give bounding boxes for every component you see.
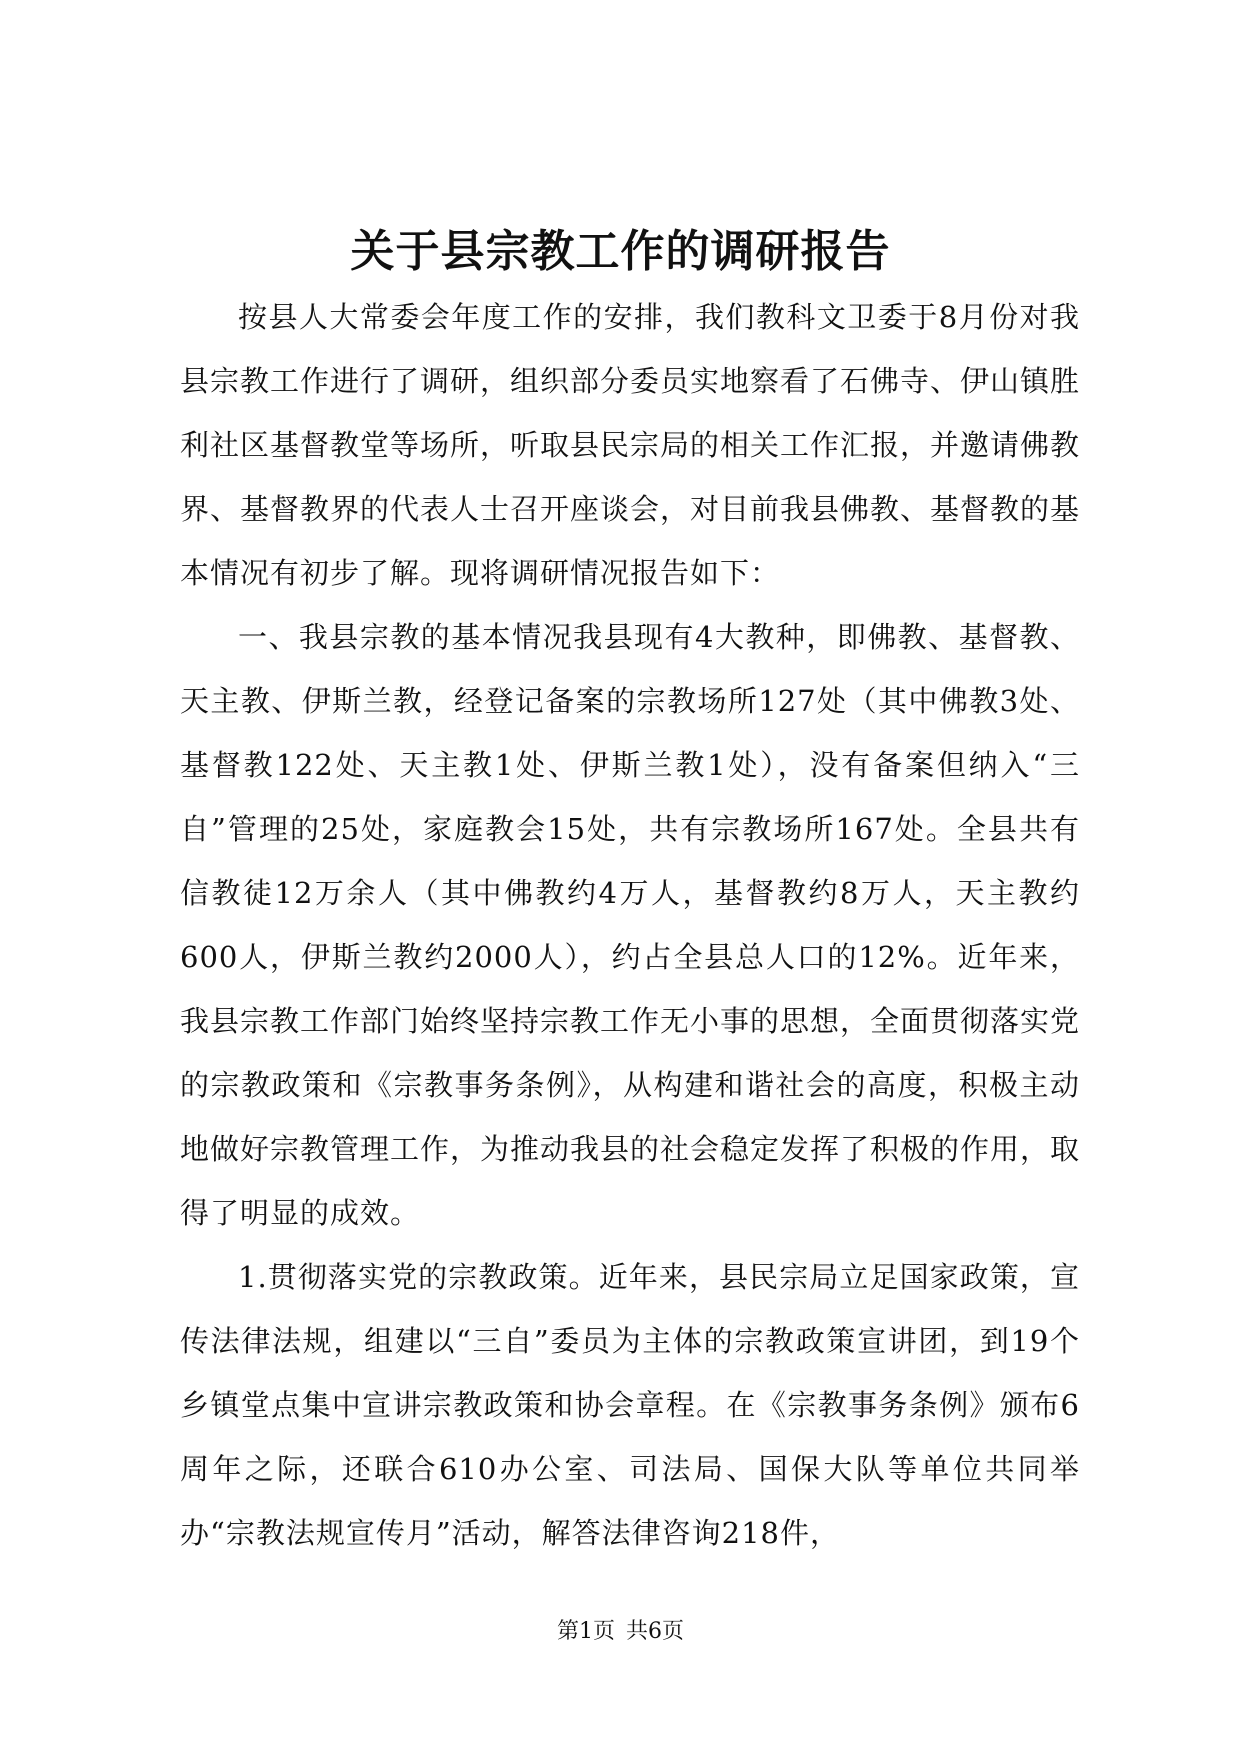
page-footer bbox=[0, 1617, 1241, 1647]
document-title: 关于县宗教工作的调研报告 bbox=[350, 226, 891, 277]
page-total: 共6页 bbox=[626, 1619, 684, 1644]
document-body bbox=[180, 285, 1080, 1565]
page-number: 第1页 bbox=[557, 1619, 615, 1644]
paragraph-basic-situation: 一、我县宗教的基本情况我县现有4大教种，即佛教、基督教、天主教、伊斯兰教，经登记备案的宗教场所127处（其中佛教3处、基督教122处、天主教1处、伊斯兰教1处），没有备案但纳入“三自”管理的25处，家庭教会15处，共有宗教场所167处。全县共有信教徒12万余人（其中佛教约4万人，基督教约8万人，天主教约600人，伊斯兰教约2000人），约占全县总人口的12%。近年来，我县宗教工作部门始终坚持宗教工作无小事的思想，全面贯彻落实党的宗教政策和《宗教事务条例》，从构建和谐社会的高度，积极主动地做好宗教管理工作，为推动我县的社会稳定发挥了积极的作用，取得了明显的成效。 bbox=[180, 620, 1081, 1230]
paragraph-intro: 按县人大常委会年度工作的安排，我们教科文卫委于8月份对我县宗教工作进行了调研，组织部分委员实地察看了石佛寺、伊山镇胜利社区基督教堂等场所，听取县民宗局的相关工作汇报，并邀请佛教界、基督教界的代表人士召开座谈会，对目前我县佛教、基督教的基本情况有初步了解。现将调研情况报告如下： bbox=[180, 300, 1081, 590]
paragraph-policy: 1.贯彻落实党的宗教政策。近年来，县民宗局立足国家政策，宣传法律法规，组建以“三自”委员为主体的宗教政策宣讲团，到19个乡镇堂点集中宣讲宗教政策和协会章程。在《宗教事务条例》颁布6周年之际，还联合610办公室、司法局、国保大队等单位共同举办“宗教法规宣传月”活动，解答法律咨询218件， bbox=[180, 1260, 1080, 1550]
